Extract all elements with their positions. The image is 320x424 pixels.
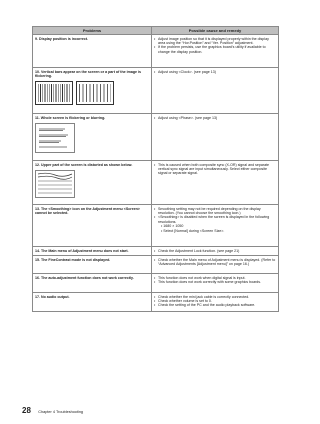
monitor-illustration-left — [35, 81, 73, 105]
vertical-bars-pattern — [79, 84, 111, 102]
problem-cell — [33, 205, 152, 247]
monitor-illustration-right — [76, 81, 114, 105]
vertical-bars-illustration — [35, 81, 149, 105]
page-footer — [22, 406, 83, 415]
remedy-subitem: • Select [Normal] during <Screen Size>. — [161, 228, 225, 233]
remedy-item: • Smoothing setting may not be required depending on the display resolution. (You cannot choose the smoothing icon.) — [154, 207, 276, 216]
problem-cell — [33, 161, 152, 205]
remedy-item: • This is caused when both composite sync (X-OR) signal and separate vertical sync signal are input simultaneously. Select either composite signal or separate signal. — [154, 163, 276, 176]
table-row — [33, 114, 279, 161]
remedy-item: • Check whether the mini jack cable is correctly connected. — [154, 295, 276, 299]
table-row — [33, 293, 279, 312]
remedy-item: • Check the Adjustment Lock function. (see page 21) — [154, 249, 276, 253]
problem-text: 17. No audio output. — [35, 294, 70, 299]
problem-cell — [33, 293, 152, 312]
problem-text: 14. The Main menu of Adjustment menu does not start. — [35, 248, 129, 253]
remedy-subitem: • 1680 × 1050 — [161, 224, 184, 229]
problem-text: 9. Display position is incorrect. — [35, 36, 89, 41]
flicker-illustration — [35, 123, 149, 153]
remedy-item: • Check the setting of the PC and the audio playback software. — [154, 303, 276, 307]
remedy-item: • If the problem persists, use the graphics board’s utility if available to change the display position. — [154, 45, 276, 54]
remedy-header: Possible cause and remedy — [152, 27, 279, 35]
remedy-item: • Check whether volume is set to 0. — [154, 299, 276, 303]
table-row — [33, 256, 279, 274]
page-number: 28 — [22, 406, 31, 415]
table-row — [33, 274, 279, 293]
remedy-item: • Adjust using <Clock>. (see page 13) — [154, 70, 276, 74]
remedy-cell — [152, 114, 279, 161]
distorted-screen-illustration — [35, 170, 149, 198]
problem-cell — [33, 114, 152, 161]
distorted-top-screen — [35, 170, 75, 198]
table-row — [33, 35, 279, 68]
problem-text: 11. Whole screen is flickering or blurring. — [35, 115, 106, 120]
remedy-item: • This function does not work correctly with some graphics boards. — [154, 280, 276, 284]
vertical-bars-pattern — [38, 84, 70, 102]
problem-text: 15. The FineContrast mode is not displayed. — [35, 257, 111, 262]
table-header-row — [33, 27, 279, 35]
remedy-cell — [152, 161, 279, 205]
remedy-cell — [152, 293, 279, 312]
problem-cell — [33, 247, 152, 256]
problem-cell — [33, 256, 152, 274]
remedy-cell — [152, 68, 279, 114]
remedy-item: • This function does not work when digital signal is input. — [154, 276, 276, 280]
problem-text: 16. The auto-adjustment function does not work correctly. — [35, 275, 134, 280]
table-row — [33, 68, 279, 114]
problems-header: Problems — [33, 27, 152, 35]
table-row — [33, 161, 279, 205]
remedy-item: • <Smoothing> is disabled when the screen is displayed in the following resolutions. — [154, 215, 276, 224]
problem-text: 10. Vertical bars appear on the screen or a part of the image is flickering. — [35, 69, 142, 78]
remedy-item: • Adjust image position so that it is displayed properly within the display area using the “Hor.Position” and “Ver. Position” adjustment. — [154, 37, 276, 46]
blurred-screen-illustration — [35, 123, 75, 153]
problem-text: 13. The <Smoothing> icon on the Adjustment menu <Screen> cannot be selected. — [35, 206, 140, 215]
remedy-cell — [152, 256, 279, 274]
problem-text: 12. Upper part of the screen is distorted as shown below. — [35, 162, 133, 167]
table-row — [33, 247, 279, 256]
table-row — [33, 205, 279, 247]
remedy-cell — [152, 247, 279, 256]
troubleshooting-table — [32, 26, 279, 312]
remedy-cell — [152, 205, 279, 247]
remedy-item: • Check whether the Main menu of Adjustment menu is displayed. (Refer to “Advanced Adjustments [Adjustment menu]” on page 16.) — [154, 258, 276, 267]
problem-cell — [33, 68, 152, 114]
problem-cell — [33, 35, 152, 68]
problem-cell — [33, 274, 152, 293]
remedy-item: • Adjust using <Phase>. (see page 13) — [154, 116, 276, 120]
remedy-cell — [152, 35, 279, 68]
chapter-title: Chapter 4 Troubleshooting — [38, 410, 84, 414]
remedy-cell — [152, 274, 279, 293]
